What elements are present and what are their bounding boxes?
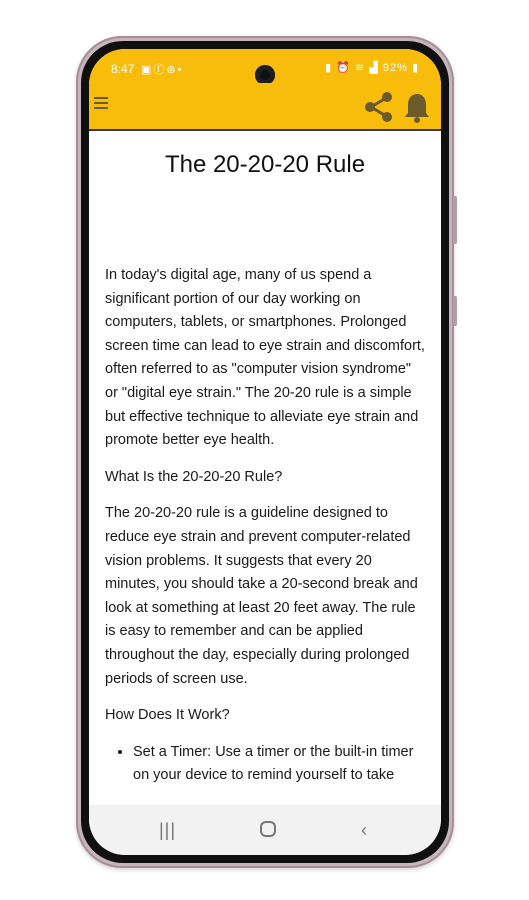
system-status: [325, 61, 419, 74]
facebook-icon: ⓕ: [153, 64, 167, 76]
definition-paragraph: The 20-20-20 rule is a guideline designed to reduce eye strain and prevent computer-related vision problems. It suggests that every 20 minutes, you should take a 20-second break and look at something at least 20 feet away. The rule is easy to remember and can be applied throughout the day, especially during prolonged periods of screen use.: [105, 505, 418, 687]
status-time: 8:47: [111, 62, 135, 76]
recent-apps-icon[interactable]: |||: [159, 820, 177, 840]
phone-bezel: [81, 41, 449, 863]
app-bar: [89, 83, 441, 131]
article-title: The 20-20-20 Rule: [164, 151, 366, 178]
battery-percent: 92%: [382, 62, 408, 74]
section-heading-how: How Does It Work?: [105, 707, 230, 724]
signal-icon: ▟: [369, 62, 379, 74]
list-item: • Set a Timer: Use a timer or the built-in timer on your device to remind yourself to take: [133, 741, 427, 788]
image-icon: ▣: [141, 64, 154, 76]
navigation-bar: [89, 805, 441, 855]
dot-icon: •: [177, 64, 184, 76]
front-camera: [255, 65, 275, 85]
alarm-icon: ⏰: [336, 62, 351, 74]
power-button: [453, 296, 457, 326]
section-heading-what: What Is the 20-20-20 Rule?: [105, 468, 283, 485]
article-body: [105, 264, 427, 788]
menu-icon[interactable]: [94, 97, 108, 111]
intro-paragraph: In today's digital age, many of us spend a significant portion of our day working on computers, tablets, or smartphones. Prolonged screen time can lead to eye strain and discomfort, often referred to as "computer vision syndrome" or "digital eye strain." The 20-20 rule is a simple but effective technique to alleviate eye strain and promote better eye health.: [105, 267, 425, 449]
notification-icons: [141, 61, 183, 77]
bell-icon[interactable]: [403, 91, 431, 123]
share-icon[interactable]: [363, 91, 395, 123]
article-content: [89, 131, 441, 805]
phone-screen: [89, 49, 441, 855]
vpn-icon: ⊛: [166, 64, 178, 76]
phone-frame: [76, 36, 454, 868]
home-icon[interactable]: [259, 820, 277, 843]
volume-button: [453, 196, 457, 244]
battery-saver-icon: ▮: [325, 62, 333, 74]
back-icon[interactable]: ‹: [361, 820, 367, 840]
battery-icon: ▮: [411, 62, 419, 74]
steps-list: [105, 741, 427, 788]
wifi-icon: ≋: [355, 62, 366, 74]
